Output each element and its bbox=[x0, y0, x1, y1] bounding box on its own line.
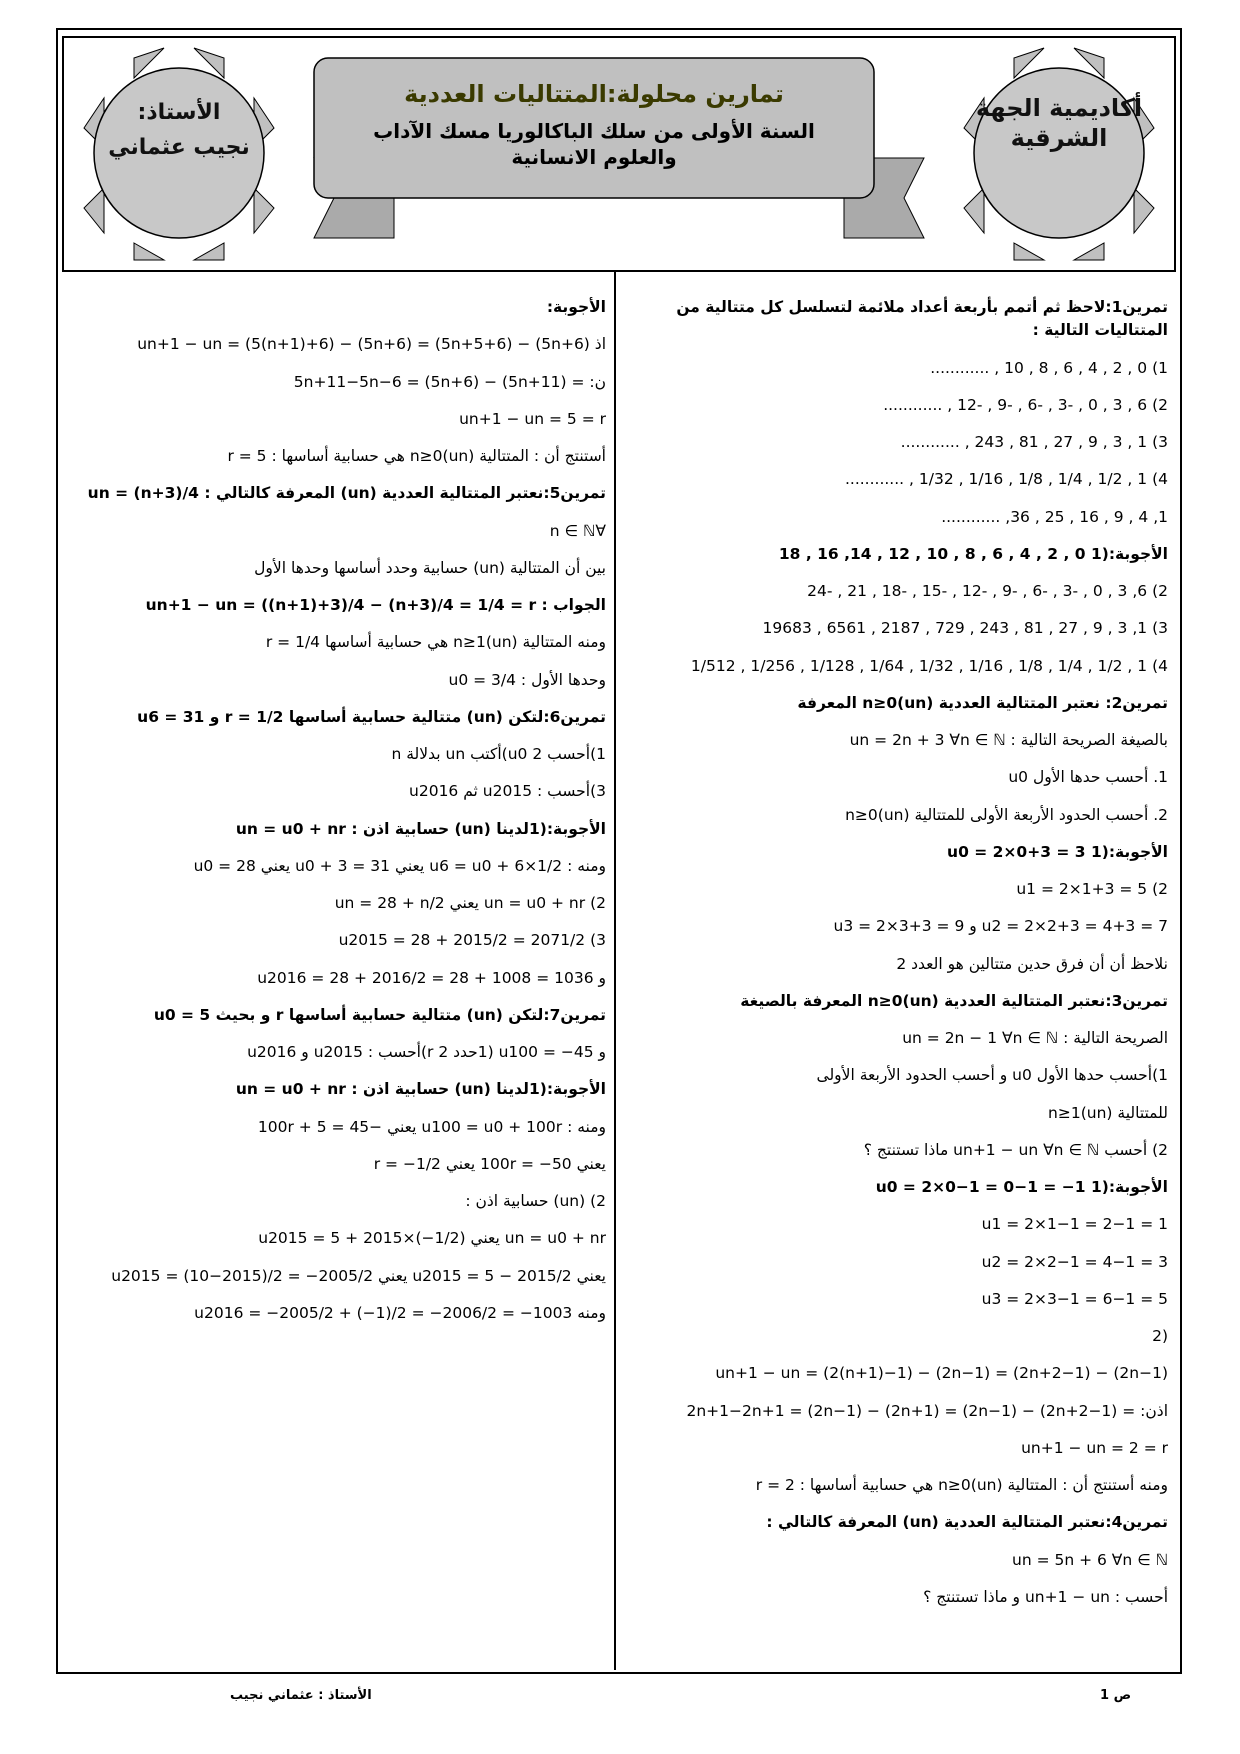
right-line: (2 bbox=[1152, 1327, 1168, 1345]
right-line: 3) 1, 3 , 9 , 27 , 81 , 243 , 729 , 2187 , 6561 , 19683 bbox=[762, 619, 1168, 638]
left-line: 2) (un) حسابية اذن : bbox=[465, 1192, 606, 1210]
right-line: 4) 1 , 1/2 , 1/4 , 1/8 , 1/16 , 1/32 , ............ bbox=[844, 470, 1168, 489]
right-line: تمرين2: نعتبر المتتالية العددية (un)n≥0 المعرفة bbox=[797, 693, 1168, 712]
right-line: 1)أحسب حدها الأول u0 و أحسب الحدود الأربعة الأولى bbox=[816, 1066, 1168, 1085]
right-column bbox=[618, 270, 1178, 1670]
right-line: الأجوبة:(1 u0 = 2×0+3 = 3 bbox=[947, 842, 1168, 861]
right-line: تمرين3:نعتبر المتتالية العددية (un)n≥0 المعرفة بالصيغة bbox=[740, 991, 1168, 1010]
right-line: الصريحة التالية : un = 2n − 1 ∀n ∈ ℕ bbox=[902, 1029, 1168, 1047]
right-line: 2) u1 = 2×1+3 = 5 bbox=[1016, 880, 1168, 898]
academy-badge-shape bbox=[964, 48, 1154, 260]
right-line: 2) 6, 3 , 0 , -3 , -6 , -9 , -12 , -15 , -18 , 21 , -24 bbox=[807, 582, 1168, 600]
left-column bbox=[56, 270, 616, 1670]
right-line: ومنه أستنتج أن : المتتالية (un)n≥0 هي حسابية أساسها : r = 2 bbox=[755, 1476, 1168, 1494]
page-number: ص 1 bbox=[1100, 1688, 1132, 1703]
right-line: الأجوبة:(1 u0 = 2×0−1 = 0−1 = −1 bbox=[875, 1178, 1168, 1196]
left-line: ومنه المتتالية (un)n≥1 هي حسابية أساسها 1/4 = r bbox=[265, 633, 606, 652]
academy-name: أكاديمية الجهة الشرقية bbox=[975, 94, 1143, 152]
right-line: u2 = 2×2+3 = 4+3 = 7 و u3 = 2×3+3 = 9 bbox=[833, 917, 1168, 936]
teacher-label: الأستاذ: bbox=[137, 100, 221, 125]
left-line: تمرين5:نعتبر المتتالية العددية (un) المعرفة كالتالي : un = (n+3)/4 bbox=[87, 484, 606, 503]
left-line: الجواب : un+1 − un = ((n+1)+3)/4 − (n+3)/4 = 1/4 = r bbox=[145, 596, 606, 614]
left-line: 1)أحسب u0 2)أكتب un بدلالة n bbox=[391, 745, 606, 763]
left-line: بين أن المتتالية (un) حسابية وحدد أساسها وحدها الأول bbox=[254, 558, 606, 577]
right-line: 2. أحسب الحدود الأربعة الأولى للمتتالية (un)n≥0 bbox=[845, 805, 1168, 824]
left-line: يعني u2015 = 5 − 2015/2 يعني u2015 = (10−2015)/2 = −2005/2 bbox=[111, 1266, 606, 1285]
right-line: أحسب : un+1 − un و ماذا تستنتج ؟ bbox=[923, 1587, 1168, 1606]
right-line: u3 = 2×3−1 = 6−1 = 5 bbox=[981, 1289, 1168, 1308]
left-line: الأجوبة:(1لدينا (un) حسابية اذن : un = u0 + nr bbox=[235, 1080, 606, 1099]
left-line: ومنه : u100 = u0 + 100r يعني −45 = 5 + 100r bbox=[257, 1117, 606, 1136]
footer-teacher: الأستاذ : عثماني نجيب bbox=[230, 1688, 372, 1703]
right-line: للمتتالية (un)n≥1 bbox=[1048, 1103, 1168, 1122]
header-banner bbox=[62, 36, 1176, 272]
right-line: 2) أحسب un+1 − un ∀n ∈ ℕ ماذا تستنتج ؟ bbox=[863, 1140, 1168, 1159]
right-line: 2) 6 , 3 , 0 , -3 , -6 , -9 , -12 , ............ bbox=[883, 395, 1168, 414]
right-line: اذن: = (2n+2−1) − (2n−1) = (2n+1) − (2n−1) = 2n+1−2n+1 bbox=[686, 1401, 1168, 1420]
right-line: un+1 − un = (2(n+1)−1) − (2n−1) = (2n+2−1) − (2n−1) bbox=[715, 1364, 1168, 1383]
left-line: و u100 = −45 (1حدد r 2)أحسب : u2015 و u2016 bbox=[247, 1043, 606, 1061]
left-line: ∀n ∈ ℕ bbox=[549, 521, 606, 540]
right-line: 4) 1 , 1/2 , 1/4 , 1/8 , 1/16 , 1/32 , 1/64 , 1/128 , 1/256 , 1/512 bbox=[690, 656, 1168, 675]
left-line: ومنه : u6 = u0 + 6×1/2 يعني 31 = u0 + 3 يعني u0 = 28 bbox=[193, 856, 606, 875]
left-line: يعني 100r = −50 يعني r = −1/2 bbox=[373, 1154, 606, 1173]
right-line: الأجوبة:(1 0 , 2 , 4 , 6 , 8 , 10 , 12 , 14, 16 , 18 bbox=[778, 544, 1168, 563]
right-line: نلاحظ أن أن فرق حدين متتالين هو العدد 2 bbox=[896, 954, 1168, 973]
left-line: 3) u2015 = 28 + 2015/2 = 2071/2 bbox=[338, 931, 606, 950]
left-line: 3)أحسب : u2015 ثم u2016 bbox=[409, 782, 606, 801]
right-line: u1 = 2×1−1 = 2−1 = 1 bbox=[981, 1215, 1168, 1234]
left-line: 2) un = u0 + nr يعني un = 28 + n/2 bbox=[334, 894, 606, 912]
teacher-name: نجيب عثماني bbox=[108, 135, 250, 160]
left-line: الأجوبة: bbox=[546, 298, 606, 316]
left-line: اذ un+1 − un = (5(n+1)+6) − (5n+6) = (5n+5+6) − (5n+6) bbox=[137, 335, 606, 354]
left-line: الأجوبة:(1لدينا (un) حسابية اذن : un = u0 + nr bbox=[235, 819, 606, 838]
right-line: u2 = 2×2−1 = 4−1 = 3 bbox=[981, 1252, 1168, 1271]
left-line: ن: = (5n+11) − (5n+6) = 5n+11−5n−6 bbox=[293, 372, 606, 391]
left-line: وحدها الأول : u0 = 3/4 bbox=[448, 670, 606, 689]
content-area bbox=[56, 270, 1178, 1670]
left-line: ومنه u2016 = −2005/2 + (−1)/2 = −2006/2 = −1003 bbox=[194, 1303, 606, 1322]
left-line: تمرين7:لتكن (un) متتالية حسابية أساسها r و بحيث u0 = 5 bbox=[153, 1005, 606, 1024]
right-line: بالصيغة الصريحة التالية : un = 2n + 3 ∀n ∈ ℕ bbox=[849, 731, 1168, 749]
right-line: 3) 1 , 3 , 9 , 27 , 81 , 243 , ............ bbox=[900, 433, 1168, 451]
right-line: تمرين4:نعتبر المتتالية العددية (un) المعرفة كالتالي : bbox=[766, 1513, 1168, 1532]
left-line: تمرين6:لتكن (un) متتالية حسابية أساسها r = 1/2 و u6 = 31 bbox=[137, 707, 606, 726]
right-line: 1, 4 , 9 , 16 , 25 , 36, ............ bbox=[941, 507, 1168, 526]
doc-subtitle: السنة الأولى من سلك الباكالوريا مسك الآداب والعلوم الانسانية bbox=[373, 119, 815, 169]
right-line: 1) 0 , 2 , 4 , 6 , 8 , 10 , ............ bbox=[930, 358, 1168, 377]
right-line: un+1 − un = 2 = r bbox=[1021, 1438, 1168, 1457]
left-line: un+1 − un = 5 = r bbox=[459, 409, 606, 428]
left-line: و u2016 = 28 + 2016/2 = 28 + 1008 = 1036 bbox=[257, 968, 606, 987]
left-line: أستنتج أن : المتتالية (un)n≥0 هي حسابية أساسها : r = 5 bbox=[227, 447, 606, 465]
left-line: un = u0 + nr يعني u2015 = 5 + 2015×(−1/2) bbox=[258, 1229, 606, 1248]
right-line: 1. أحسب حدها الأول u0 bbox=[1008, 768, 1168, 787]
doc-title: تمارين محلولة:المتتاليات العددية bbox=[404, 80, 784, 108]
right-line: un = 5n + 6 ∀n ∈ ℕ bbox=[1012, 1550, 1168, 1569]
right-line: تمرين1:لاحظ ثم أتمم بأربعة أعداد ملائمة لتسلسل كل متتالية من المتتاليات التالية : bbox=[676, 298, 1168, 340]
